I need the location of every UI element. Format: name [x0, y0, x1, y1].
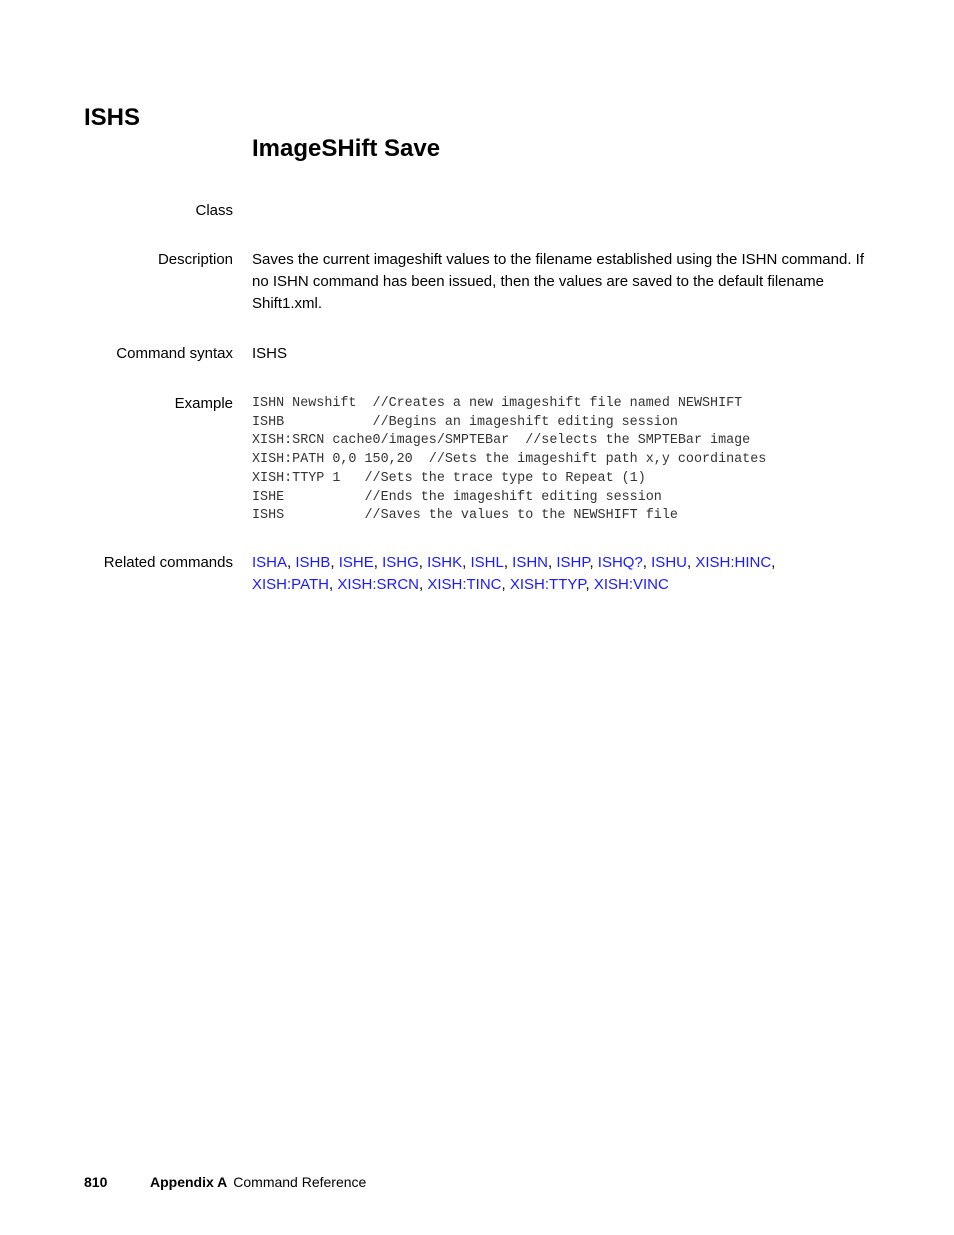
link-ishp[interactable]: ISHP — [556, 554, 590, 571]
command-name: ImageSHift Save — [252, 135, 441, 162]
command-title: ISHS — [84, 104, 141, 131]
class-label: Class — [195, 202, 233, 219]
link-xish-tinc[interactable]: XISH:TINC — [427, 576, 502, 593]
link-ishn[interactable]: ISHN — [512, 554, 549, 571]
link-ishe[interactable]: ISHE — [338, 554, 374, 571]
code-line: XISH:SRCN cache0/images/SMPTEBar //selects the SMPTEBar image — [252, 433, 751, 449]
example-label: Example — [174, 395, 233, 412]
link-ishb[interactable]: ISHB — [295, 554, 331, 571]
link-xish-path[interactable]: XISH:PATH — [252, 576, 329, 593]
description-label: Description — [157, 251, 233, 268]
description-text: Saves the current imageshift values to the filename established using the ISHN command. If no ISHN command has been issued, then the values are saved to the default filename Shift1.xml. — [252, 251, 864, 312]
related-label: Related commands — [103, 554, 233, 571]
syntax-value: ISHS — [252, 345, 288, 362]
code-line: ISHN Newshift //Creates a new imageshift file named NEWSHIFT — [252, 396, 743, 411]
code-line: XISH:TTYP 1 //Sets the trace type to Repeat (1) — [252, 470, 646, 486]
page-number: 810 — [84, 1174, 108, 1190]
link-xish-vinc[interactable]: XISH:VINC — [593, 576, 669, 593]
related-links: ISHA, ISHB, ISHE, ISHG, ISHK, ISHL, ISHN, ISHP, ISHQ?, ISHU, XISH:HINC, XISH:PATH, XISH:SRCN, XISH:TINC, XISH:TTYP, XISH:VINC — [252, 554, 776, 593]
link-xish-hinc[interactable]: XISH:HINC — [695, 554, 772, 571]
link-ishq[interactable]: ISHQ? — [597, 554, 643, 571]
code-line: XISH:PATH 0,0 150,20 //Sets the imageshift path x,y coordinates — [252, 452, 767, 468]
footer-appendix: Appendix A — [150, 1174, 228, 1190]
page-footer — [84, 1174, 366, 1190]
link-ishg[interactable]: ISHG — [382, 554, 419, 571]
code-line: ISHE //Ends the imageshift editing session — [252, 489, 662, 505]
link-ishu[interactable]: ISHU — [651, 554, 687, 571]
link-isha[interactable]: ISHA — [252, 554, 288, 571]
code-line: ISHS //Saves the values to the NEWSHIFT file — [252, 508, 678, 524]
example-code-block — [252, 395, 872, 526]
link-ishk[interactable]: ISHK — [427, 554, 463, 571]
code-line: ISHB //Begins an imageshift editing session — [252, 414, 678, 430]
link-xish-ttyp[interactable]: XISH:TTYP — [509, 576, 586, 593]
link-xish-srcn[interactable]: XISH:SRCN — [337, 576, 419, 593]
footer-section: Command Reference — [233, 1174, 367, 1190]
link-ishl[interactable]: ISHL — [470, 554, 504, 571]
syntax-label: Command syntax — [116, 345, 233, 362]
